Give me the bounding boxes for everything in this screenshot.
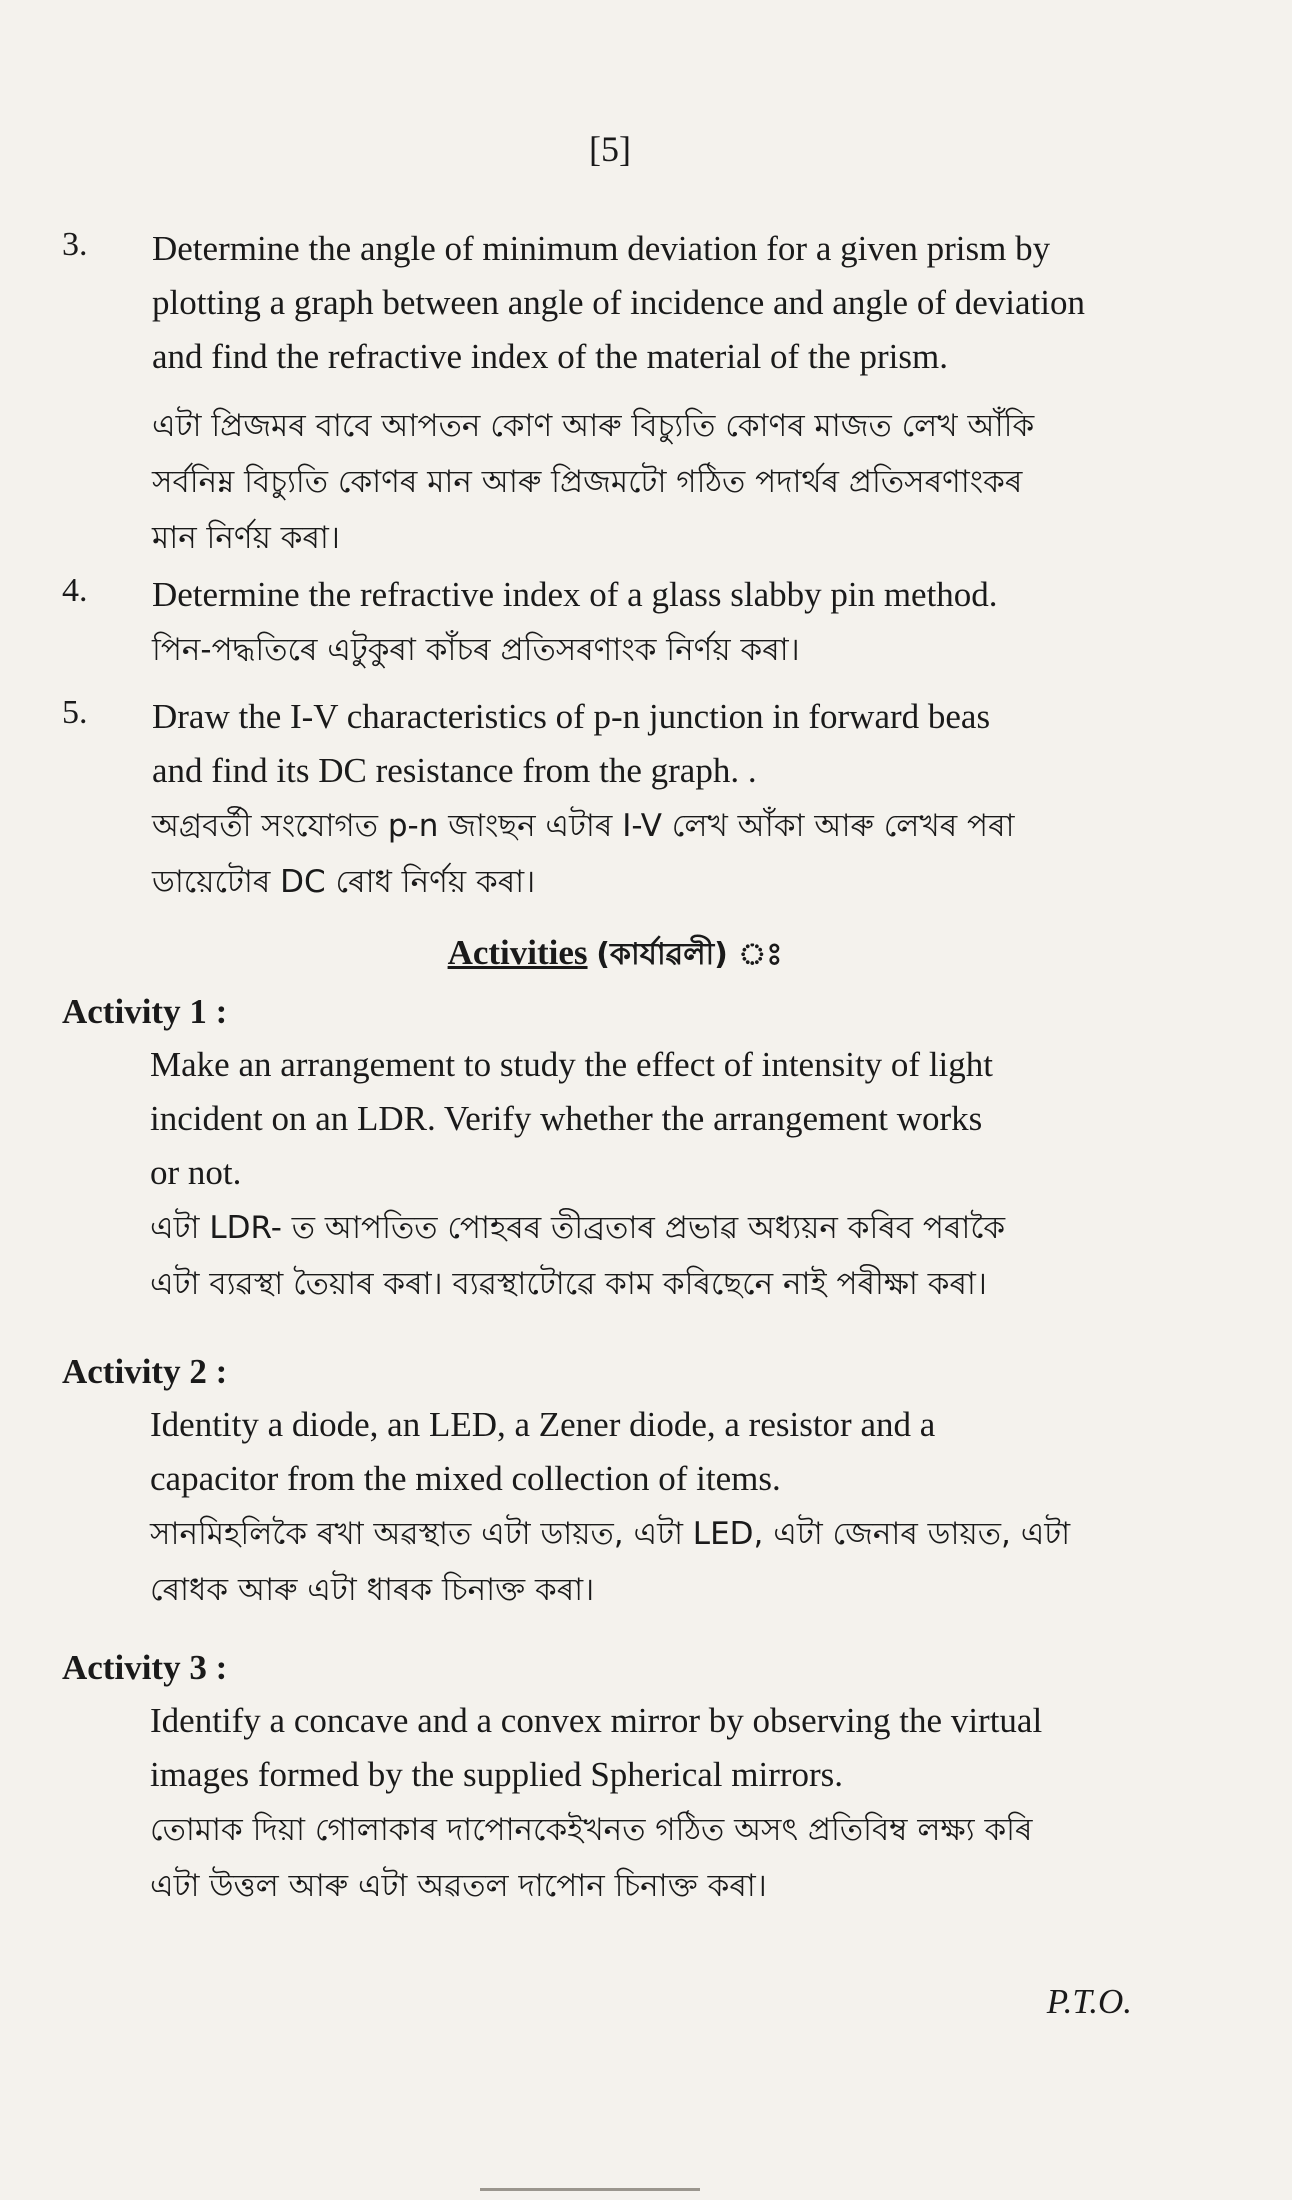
experiment-assamese-line: ডায়েটোৰ DC ৰোধ নিৰ্ণয় কৰা।	[152, 864, 536, 900]
experiment-3	[62, 222, 1162, 566]
activity-text-line: incident on an LDR. Verify whether the arrangement works	[150, 1099, 983, 1138]
activity-assamese-line: সানমিহলিকৈ ৰখা অৱস্থাত এটা ডায়ত, এটা LED, এটা জেনাৰ ডায়ত, এটা	[150, 1516, 1071, 1552]
experiment-assamese-line: এটা প্ৰিজমৰ বাবে আপতন কোণ আৰু বিচ্যুতি কোণৰ মাজত লেখ আঁকি	[152, 408, 1035, 444]
experiment-assamese-line: সৰ্বনিম্ন বিচ্যুতি কোণৰ মান আৰু প্ৰিজমটো গঠিত পদাৰ্থৰ প্ৰতিসৰণাংকৰ	[152, 464, 1023, 500]
activity-title: Activity 3 :	[62, 1648, 228, 1687]
experiment-assamese-line: অগ্ৰবৰ্তী সংযোগত p-n জাংছন এটাৰ I-V লেখ আঁকা আৰু লেখৰ পৰা	[152, 808, 1015, 844]
experiment-text-line: and find the refractive index of the material of the prism.	[152, 337, 948, 376]
activities-heading	[0, 930, 1230, 981]
experiment-4	[62, 568, 1162, 678]
activity-assamese-line: এটা LDR- ত আপতিত পোহৰৰ তীব্ৰতাৰ প্ৰভাৱ অধ্যয়ন কৰিব পৰাকৈ	[150, 1210, 1006, 1246]
activity-text-line: or not.	[150, 1153, 242, 1192]
activity-title: Activity 1 :	[62, 992, 228, 1031]
activity-text-line: Identity a diode, an LED, a Zener diode, a resistor and a	[150, 1405, 936, 1444]
activities-heading-assamese: (কাৰ্যাৱলী) ঃ	[596, 937, 783, 972]
experiment-number: 5.	[62, 694, 88, 731]
page-number: [5]	[589, 129, 631, 169]
experiment-5	[62, 690, 1162, 910]
experiment-assamese-line: মান নিৰ্ণয় কৰা।	[152, 520, 341, 556]
activity-3	[62, 1648, 1172, 1914]
activity-title: Activity 2 :	[62, 1352, 228, 1391]
experiment-text-line: and find its DC resistance from the graph. .	[152, 751, 757, 790]
activity-assamese-line: এটা উত্তল আৰু এটা অৱতল দাপোন চিনাক্ত কৰা।	[150, 1868, 767, 1904]
pto-label: P.T.O.	[1046, 1982, 1132, 2021]
experiment-text-line: Draw the I-V characteristics of p-n junction in forward beas	[152, 697, 991, 736]
experiment-text-line: Determine the angle of minimum deviation for a given prism by	[152, 229, 1051, 268]
experiment-text-line: plotting a graph between angle of incidence and angle of deviation	[152, 283, 1085, 322]
activity-assamese-line: ৰোধক আৰু এটা ধাৰক চিনাক্ত কৰা।	[150, 1572, 595, 1608]
experiment-assamese-line: পিন-পদ্ধতিৰে এটুকুৰা কাঁচৰ প্ৰতিসৰণাংক নিৰ্ণয় কৰা।	[152, 632, 800, 668]
activity-2	[62, 1352, 1172, 1618]
activity-text-line: Make an arrangement to study the effect of intensity of light	[150, 1045, 993, 1084]
activity-assamese-line: তোমাক দিয়া গোলাকাৰ দাপোনকেইখনত গঠিত অসৎ প্ৰতিবিম্ব লক্ষ্য কৰি	[150, 1812, 1033, 1848]
experiment-text-line: Determine the refractive index of a glass slabby pin method.	[152, 575, 998, 614]
activity-1	[62, 992, 1172, 1312]
activity-text-line: Identify a concave and a convex mirror by observing the virtual	[150, 1701, 1043, 1740]
bottom-divider	[480, 2188, 700, 2191]
activities-heading-title: Activities	[447, 933, 588, 972]
activity-text-line: images formed by the supplied Spherical mirrors.	[150, 1755, 844, 1794]
activity-assamese-line: এটা ব্যৱস্থা তৈয়াৰ কৰা। ব্যৱস্থাটোৱে কাম কৰিছেনে নাই পৰীক্ষা কৰা।	[150, 1266, 987, 1302]
activity-text-line: capacitor from the mixed collection of items.	[150, 1459, 781, 1498]
experiment-number: 4.	[62, 572, 88, 609]
experiment-number: 3.	[62, 226, 88, 263]
